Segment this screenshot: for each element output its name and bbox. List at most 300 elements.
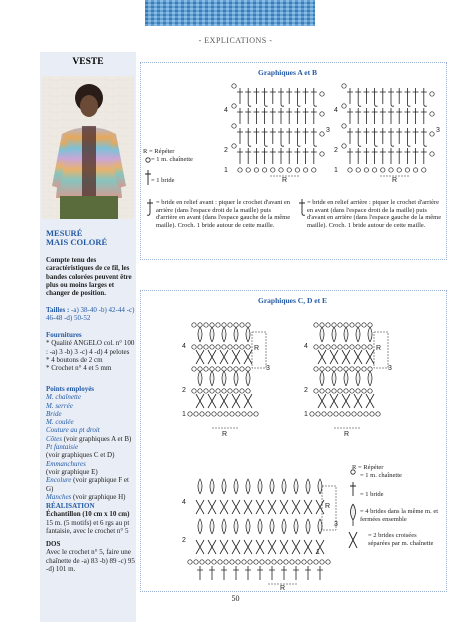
- cluster-stitch: [344, 371, 348, 386]
- chain-stitch: [320, 389, 324, 393]
- cluster-stitch: [210, 479, 214, 494]
- supplies-item: * 4 boutons de 2 cm: [46, 355, 103, 364]
- post-stitch: [262, 128, 268, 146]
- cluster-stitch: [318, 519, 322, 534]
- points-item: Emmanchures: [46, 459, 86, 468]
- points-item: Pt fantaisie: [46, 443, 79, 452]
- chain-stitch: [338, 389, 342, 393]
- chain-stitch: [342, 84, 346, 88]
- chain-stitch: [295, 168, 299, 172]
- chain-stitch: [326, 560, 330, 564]
- chain-stitch: [344, 345, 348, 349]
- crossed-double-crochet: [232, 350, 240, 364]
- intro-text: Compte tenu des caractéristiques de ce fil, les bandes colorées peuvent être plus ou moins larges et changer de position.: [46, 256, 132, 298]
- section-title: - EXPLICATIONS -: [198, 36, 273, 45]
- chain-stitch: [314, 389, 318, 393]
- chain-stitch: [260, 560, 264, 564]
- post-stitch: [388, 128, 394, 146]
- chain-stitch: [372, 168, 376, 172]
- chart-c: [182, 323, 270, 438]
- chain-stitch: [232, 84, 236, 88]
- post-stitch: [388, 88, 394, 106]
- double-crochet-stitch: [270, 108, 276, 124]
- panel-ab-title: Graphiques A et B: [258, 68, 317, 77]
- chain-stitch: [370, 412, 374, 416]
- chain-stitch: [356, 345, 360, 349]
- chain-stitch: [234, 345, 238, 349]
- double-crochet-stitch: [197, 566, 203, 580]
- crossed-double-crochet: [196, 500, 204, 514]
- chain-stitch: [200, 412, 204, 416]
- double-crochet-stitch: [253, 128, 259, 144]
- double-crochet-stitch: [421, 148, 427, 164]
- double-crochet-stitch: [269, 566, 275, 580]
- double-crochet-stitch: [363, 128, 369, 144]
- chain-stitch: [316, 412, 320, 416]
- cluster-stitch: [306, 519, 310, 534]
- chain-stitch: [320, 152, 324, 156]
- legend-cde-repeat: R = Répéter: [352, 464, 384, 471]
- post-stitch: [404, 88, 410, 106]
- crossed-double-crochet: [196, 540, 204, 554]
- crossed-double-crochet: [220, 394, 228, 408]
- double-crochet-stitch: [372, 108, 378, 124]
- chain-stitch: [188, 412, 192, 416]
- chain-stitch: [204, 367, 208, 371]
- crossed-double-crochet: [342, 350, 350, 364]
- row-label: 1: [304, 411, 308, 418]
- cluster-stitch: [332, 327, 336, 342]
- double-crochet-stitch: [413, 128, 419, 144]
- repeat-label: R: [325, 503, 331, 510]
- chain-stitch: [204, 345, 208, 349]
- points-item: Couture au pt droit: [46, 426, 100, 435]
- double-crochet-stitch: [396, 128, 402, 144]
- double-crochet-stitch: [380, 108, 386, 124]
- chart-d: [304, 323, 392, 438]
- double-crochet-stitch: [413, 88, 419, 104]
- chart-b: [334, 84, 440, 184]
- double-crochet-stitch: [396, 108, 402, 124]
- row-label: 3: [388, 365, 392, 372]
- chain-stitch: [224, 412, 228, 416]
- chain-stitch: [340, 412, 344, 416]
- double-crochet-stitch: [363, 148, 369, 164]
- chain-stitch: [326, 323, 330, 327]
- post-stitch: [245, 88, 251, 106]
- chain-stitch: [228, 323, 232, 327]
- chain-stitch: [216, 389, 220, 393]
- post-stitch: [245, 128, 251, 146]
- chain-stitch: [224, 560, 228, 564]
- supplies-title: Fournitures: [46, 331, 82, 339]
- chain-stitch: [248, 560, 252, 564]
- chain-stitch: [236, 412, 240, 416]
- chain-stitch: [338, 345, 342, 349]
- points-item: (voir graphiques C et D): [46, 451, 115, 460]
- legend-ab-front-post: = bride en relief avant : piquer le crochet d'avant en arrière (dans l'espace droit de la maille) puis d'arrière en avant (dans l'espace gauche de la même maille). Croch. 1 bride autour de cette maille.: [156, 199, 291, 229]
- double-crochet-stitch: [281, 566, 287, 580]
- chain-stitch: [254, 412, 258, 416]
- chain-stitch: [206, 412, 210, 416]
- chain-stitch: [346, 412, 350, 416]
- chain-stitch: [228, 345, 232, 349]
- crossed-double-crochet: [244, 540, 252, 554]
- cluster-stitch: [368, 327, 372, 342]
- crossed-double-crochet: [196, 394, 204, 408]
- row-label: 4: [304, 343, 308, 350]
- chain-stitch: [296, 560, 300, 564]
- subtitle-line-1: MESURÉ: [46, 228, 83, 238]
- crossed-double-crochet: [232, 540, 240, 554]
- row-label: 1: [334, 167, 338, 174]
- chain-stitch: [310, 412, 314, 416]
- cluster-stitch: [306, 479, 310, 494]
- front-post-icon: [146, 197, 156, 217]
- chain-stitch: [246, 345, 250, 349]
- chain-stitch: [356, 389, 360, 393]
- crossed-double-crochet: [366, 350, 374, 364]
- cluster-stitch: [198, 519, 202, 534]
- chain-stitch: [342, 144, 346, 148]
- crossed-double-crochet: [256, 540, 264, 554]
- chain-stitch: [326, 345, 330, 349]
- row-label: 4: [224, 107, 228, 114]
- chain-stitch: [314, 367, 318, 371]
- chain-stitch: [216, 345, 220, 349]
- chain-stitch: [204, 323, 208, 327]
- crossed-double-crochet: [330, 394, 338, 408]
- cluster-stitch: [344, 327, 348, 342]
- chain-stitch: [342, 124, 346, 128]
- chain-stitch: [338, 323, 342, 327]
- double-crochet-stitch: [396, 148, 402, 164]
- post-stitch: [294, 128, 300, 146]
- cluster-stitch: [294, 519, 298, 534]
- chain-stitch: [230, 560, 234, 564]
- chain-stitch: [376, 412, 380, 416]
- chain-stitch: [210, 345, 214, 349]
- crossed-double-crochet: [244, 394, 252, 408]
- subtitle-line-2: MAIS COLORÉ: [46, 237, 108, 247]
- chain-stitch: [308, 560, 312, 564]
- cluster-stitch: [258, 519, 262, 534]
- double-crochet-stitch: [311, 108, 317, 124]
- double-crochet-stitch: [347, 108, 353, 124]
- points-item: M. serrée: [46, 401, 73, 410]
- double-crochet-stitch: [317, 566, 323, 580]
- post-stitch: [278, 88, 284, 106]
- chain-stitch: [206, 560, 210, 564]
- double-crochet-stitch: [363, 88, 369, 104]
- double-crochet-stitch: [347, 148, 353, 164]
- double-crochet-stitch: [355, 148, 361, 164]
- double-crochet-stitch: [294, 108, 300, 124]
- cluster-stitch: [210, 371, 214, 386]
- double-crochet-stitch: [245, 566, 251, 580]
- row-label: 2: [224, 147, 228, 154]
- chain-stitch: [362, 389, 366, 393]
- chain-stitch: [342, 104, 346, 108]
- double-crochet-stitch: [305, 566, 311, 580]
- chain-stitch: [192, 389, 196, 393]
- repeat-label: R: [280, 585, 286, 592]
- cluster-stitch: [234, 371, 238, 386]
- double-crochet-stitch: [413, 108, 419, 124]
- chain-stitch: [228, 389, 232, 393]
- double-crochet-stitch: [303, 148, 309, 164]
- supplies-item: * Crochet n° 4 et 5 mm: [46, 364, 112, 373]
- crossed-double-crochet: [220, 350, 228, 364]
- cluster-icon: [351, 504, 356, 526]
- echantillon-text: 15 m. (5 motifs) et 6 rgs au pt fantaisie, avec le crochet n° 5: [46, 518, 130, 535]
- crossed-double-crochet: [232, 394, 240, 408]
- chain-stitch: [362, 323, 366, 327]
- chain-stitch: [198, 389, 202, 393]
- double-crochet-stitch: [303, 88, 309, 104]
- row-label: 3: [326, 127, 330, 134]
- double-crochet-stitch: [404, 148, 410, 164]
- double-crochet-stitch: [278, 108, 284, 124]
- chain-stitch: [350, 389, 354, 393]
- legend-ab-back-post: = bride en relief arrière : piquer le crochet d'arrière en avant (dans l'espace droit de la maille) puis d'avant en arrière (dans l'espace gauche de la même maille). Croch. 1 bride autour de cette maille.: [307, 199, 442, 229]
- chain-stitch: [332, 345, 336, 349]
- chain-stitch: [344, 389, 348, 393]
- chain-stitch: [210, 389, 214, 393]
- crossed-double-crochet: [330, 350, 338, 364]
- cluster-stitch: [222, 479, 226, 494]
- cluster-stitch: [282, 479, 286, 494]
- double-crochet-stitch: [404, 108, 410, 124]
- sizes-block: [46, 306, 136, 323]
- chain-stitch: [328, 412, 332, 416]
- double-crochet-stitch: [363, 108, 369, 124]
- double-crochet-stitch: [303, 128, 309, 144]
- crossed-double-crochet: [268, 500, 276, 514]
- cluster-stitch: [246, 327, 250, 342]
- chain-stitch: [284, 560, 288, 564]
- points-item: Bride: [46, 409, 62, 418]
- chain-stitch: [200, 560, 204, 564]
- points-block: [46, 385, 136, 501]
- double-crochet-stitch: [286, 108, 292, 124]
- double-crochet-stitch: [347, 88, 353, 104]
- chain-stitch: [212, 412, 216, 416]
- double-crochet-stitch: [278, 148, 284, 164]
- chain-stitch: [242, 412, 246, 416]
- chain-stitch: [272, 560, 276, 564]
- chain-stitch: [192, 323, 196, 327]
- double-crochet-stitch: [245, 108, 251, 124]
- cluster-stitch: [234, 327, 238, 342]
- chain-stitch: [320, 560, 324, 564]
- legend-ab-chain: = 1 m. chaînette: [151, 156, 193, 163]
- double-crochet-stitch: [388, 108, 394, 124]
- chain-stitch: [194, 560, 198, 564]
- crossed-double-crochet: [304, 500, 312, 514]
- cluster-stitch: [198, 479, 202, 494]
- repeat-label: R: [376, 345, 382, 352]
- points-item: (voir graphique E): [46, 467, 98, 476]
- repeat-label: R: [344, 431, 350, 438]
- crossed-double-crochet: [232, 500, 240, 514]
- cluster-stitch: [246, 519, 250, 534]
- row-label: 2: [182, 387, 186, 394]
- double-crochet-stitch: [237, 128, 243, 144]
- crossed-double-crochet: [318, 350, 326, 364]
- chain-stitch: [334, 412, 338, 416]
- chain-stitch: [302, 560, 306, 564]
- chain-stitch: [422, 168, 426, 172]
- chain-stitch: [350, 345, 354, 349]
- chain-stitch: [326, 389, 330, 393]
- chain-stitch: [278, 560, 282, 564]
- chain-stitch: [230, 412, 234, 416]
- double-crochet-stitch: [270, 88, 276, 104]
- crossed-double-crochet: [354, 350, 362, 364]
- chain-stitch: [232, 104, 236, 108]
- chain-stitch: [381, 168, 385, 172]
- row-label: 4: [182, 499, 186, 506]
- double-crochet-stitch: [311, 148, 317, 164]
- row-label: 3: [334, 521, 338, 528]
- post-stitch: [311, 128, 317, 146]
- double-crochet-stitch: [209, 566, 215, 580]
- double-crochet-stitch: [396, 88, 402, 104]
- crossed-double-crochet: [316, 500, 324, 514]
- knit-texture-banner: [145, 0, 315, 26]
- echantillon-title: Échantillon (10 cm x 10 cm): [46, 510, 130, 519]
- cluster-stitch: [356, 371, 360, 386]
- chain-stitch: [350, 323, 354, 327]
- chain-stitch: [216, 367, 220, 371]
- chain-stitch: [358, 412, 362, 416]
- panel-cde-title: Graphiques C, D et E: [258, 296, 327, 305]
- chain-stitch: [389, 168, 393, 172]
- legend-cde-cluster: = 4 brides dans la même m. et fermées ensemble: [360, 508, 439, 523]
- points-item: Encolure (voir graphique F et G): [46, 476, 129, 493]
- crossed-double-crochet: [208, 350, 216, 364]
- cluster-stitch: [282, 519, 286, 534]
- chain-stitch: [240, 323, 244, 327]
- cluster-stitch: [222, 519, 226, 534]
- chain-stitch: [246, 389, 250, 393]
- cluster-stitch: [210, 519, 214, 534]
- chain-stitch: [218, 560, 222, 564]
- points-item: M. chaînette: [46, 393, 81, 402]
- crossed-double-crochet: [354, 394, 362, 408]
- row-label: 1: [182, 411, 186, 418]
- double-crochet-stitch: [293, 566, 299, 580]
- double-crochet-stitch: [372, 148, 378, 164]
- sizes-label: Tailles :: [46, 306, 70, 314]
- cluster-stitch: [198, 371, 202, 386]
- dos-title: DOS: [46, 540, 61, 549]
- chain-stitch: [204, 389, 208, 393]
- chain-stitch: [320, 112, 324, 116]
- cluster-stitch: [270, 519, 274, 534]
- crossed-double-crochet: [256, 500, 264, 514]
- crossed-double-crochet: [318, 394, 326, 408]
- chain-icon: [146, 158, 150, 162]
- crossed-double-crochet: [208, 500, 216, 514]
- cluster-stitch: [210, 327, 214, 342]
- chain-stitch: [198, 345, 202, 349]
- row-label: 1: [316, 549, 320, 556]
- row-label: 2: [182, 537, 186, 544]
- chain-stitch: [430, 152, 434, 156]
- chain-stitch: [320, 345, 324, 349]
- row-label: 1: [224, 167, 228, 174]
- chain-stitch: [232, 124, 236, 128]
- cluster-stitch: [234, 519, 238, 534]
- chain-stitch: [348, 168, 352, 172]
- crossed-dc-icon: [349, 532, 357, 548]
- garment-title: VESTE: [72, 57, 104, 67]
- chain-stitch: [188, 560, 192, 564]
- crossed-double-crochet: [220, 500, 228, 514]
- chain-stitch: [266, 560, 270, 564]
- crossed-double-crochet: [244, 350, 252, 364]
- dos-text: Avec le crochet n° 5, faire une chaînette de -a) 83 -b) 89 -c) 95 -d) 101 m.: [46, 548, 135, 574]
- post-stitch: [421, 88, 427, 106]
- chain-stitch: [413, 168, 417, 172]
- double-crochet-stitch: [253, 88, 259, 104]
- double-crochet-stitch: [237, 88, 243, 104]
- row-label: 2: [304, 387, 308, 394]
- double-crochet-icon: [350, 482, 356, 496]
- chain-stitch: [303, 168, 307, 172]
- crossed-double-crochet: [208, 394, 216, 408]
- cluster-stitch: [320, 371, 324, 386]
- post-stitch: [355, 128, 361, 146]
- chain-stitch: [242, 560, 246, 564]
- chain-stitch: [364, 168, 368, 172]
- crossed-double-crochet: [366, 394, 374, 408]
- double-crochet-stitch: [257, 566, 263, 580]
- cluster-stitch: [356, 327, 360, 342]
- row-label: 2: [334, 147, 338, 154]
- double-crochet-stitch: [233, 566, 239, 580]
- chain-stitch: [397, 168, 401, 172]
- legend-cde-dc: = 1 bride: [360, 491, 384, 498]
- crossed-double-crochet: [268, 540, 276, 554]
- chain-stitch: [314, 560, 318, 564]
- double-crochet-stitch: [421, 108, 427, 124]
- post-stitch: [262, 88, 268, 106]
- crossed-double-crochet: [208, 540, 216, 554]
- model-photo: [42, 76, 134, 219]
- double-crochet-stitch: [303, 108, 309, 124]
- realisation-block: [46, 502, 136, 573]
- points-item: Côtes (voir graphiques A et B): [46, 434, 132, 443]
- cluster-stitch: [294, 479, 298, 494]
- legend-cde-icons: [348, 464, 360, 554]
- cluster-stitch: [222, 371, 226, 386]
- cluster-stitch: [320, 327, 324, 342]
- chain-stitch: [218, 412, 222, 416]
- repeat-label: R: [254, 345, 260, 352]
- chain-stitch: [362, 345, 366, 349]
- page-number: 50: [231, 594, 240, 603]
- double-crochet-stitch: [262, 108, 268, 124]
- chain-stitch: [216, 323, 220, 327]
- repeat-label: R: [222, 431, 228, 438]
- chain-stitch: [222, 345, 226, 349]
- chain-stitch: [312, 168, 316, 172]
- cluster-stitch: [222, 327, 226, 342]
- post-stitch: [278, 128, 284, 146]
